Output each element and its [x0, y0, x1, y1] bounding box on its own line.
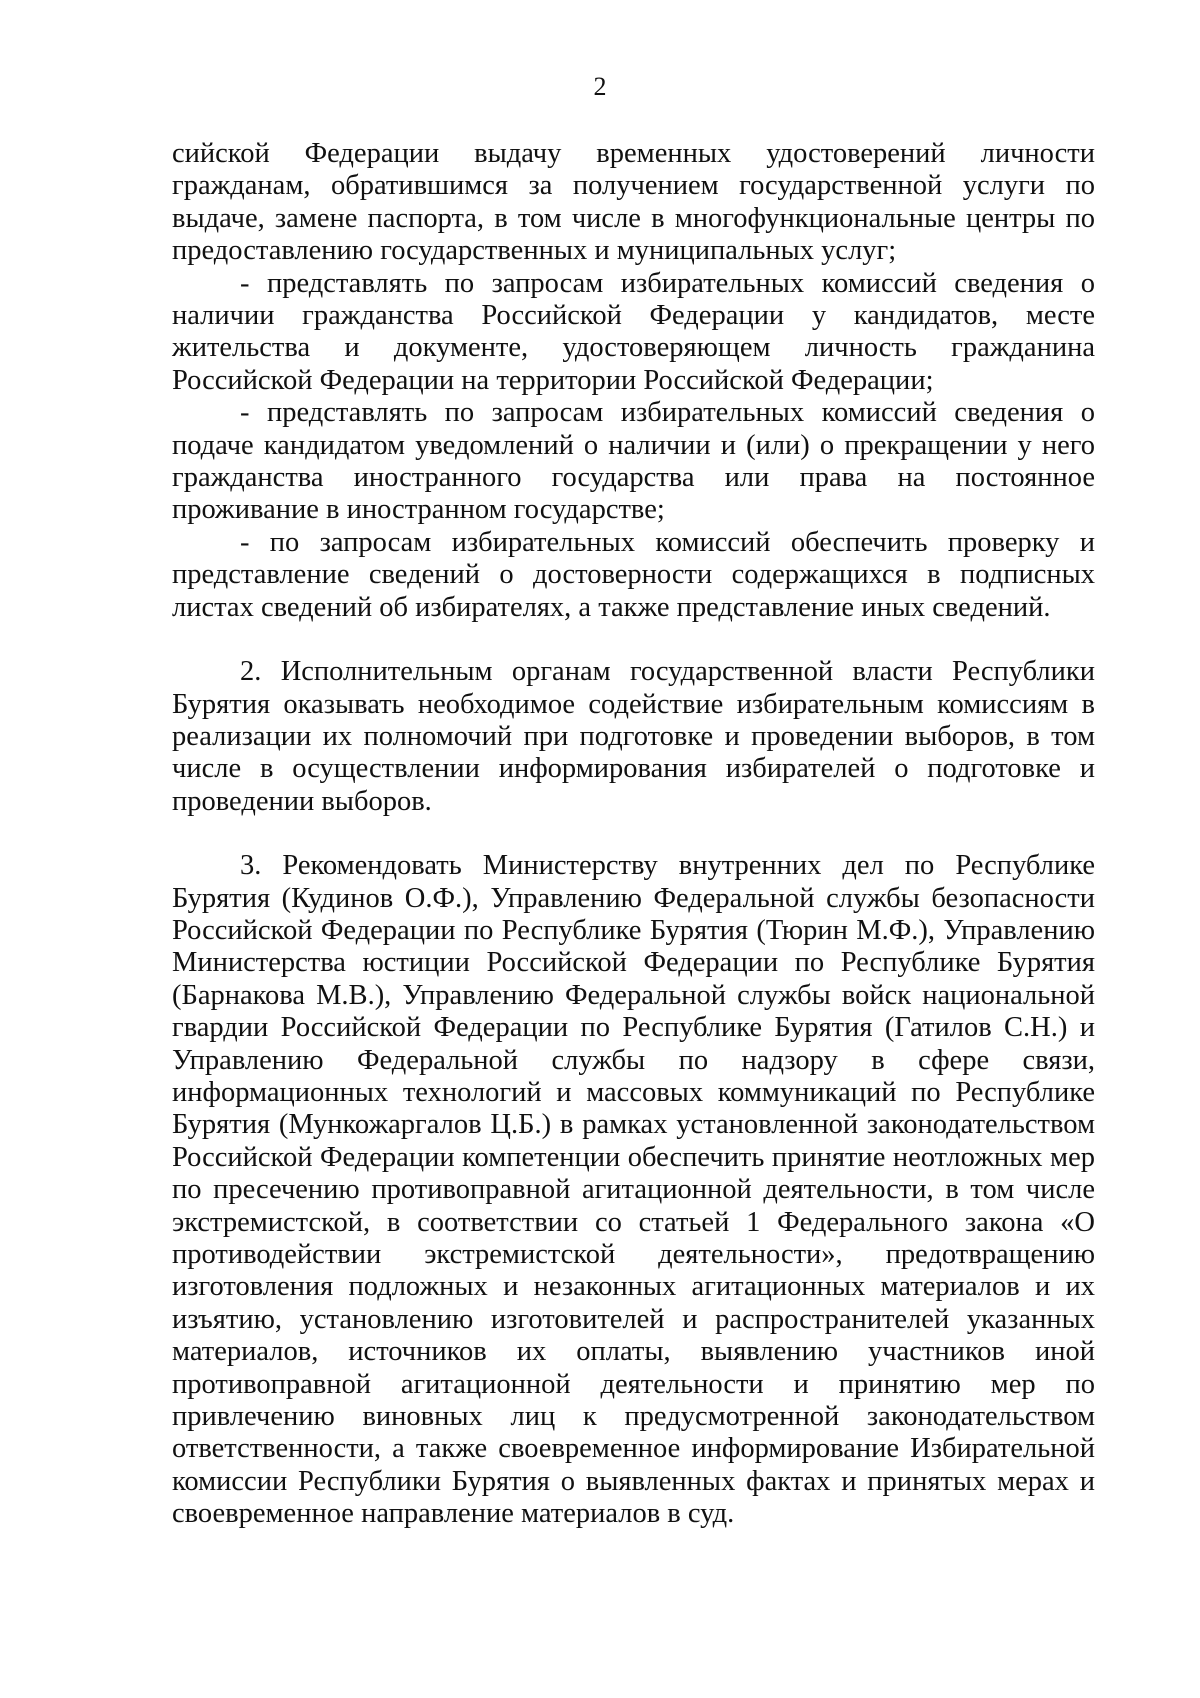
paragraph-citizenship-info: - представлять по запросам избирательных комиссий сведения о наличии гражданства Российской Федерации у кандидатов, месте жительства и документе, удостоверяющем личность гражданина Российской Федерации на территории Российской Федерации;	[172, 267, 1095, 396]
paragraph-foreign-citizenship: - представлять по запросам избирательных комиссий сведения о подаче кандидатом уведомлений о наличии и (или) о прекращении у него гражданства иностранного государства или права на постоянное проживание в иностранном государстве;	[172, 397, 1095, 526]
paragraph-continuation: сийской Федерации выдачу временных удостоверений личности гражданам, обратившимся за получением государственной услуги по выдаче, замене паспорта, в том числе в многофункциональные центры по предоставлению государственных и муниципальных услуг;	[172, 138, 1095, 267]
document-body	[172, 138, 1095, 1531]
page-number: 2	[593, 72, 607, 101]
paragraph-item-3: 3. Рекомендовать Министерству внутренних дел по Республике Бурятия (Кудинов О.Ф.), Управлению Федеральной службы безопасности Российской Федерации по Республике Бурятия (Тюрин М.Ф.), Управлению Министерства юстиции Российской Федерации по Республике Бурятия (Барнакова М.В.), Управлению Федеральной службы войск национальной гвардии Российской Федерации по Республике Бурятия (Гатилов С.Н.) и Управлению Федеральной службы по надзору в сфере связи, информационных технологий и массовых коммуникаций по Республике Бурятия (Мункожаргалов Ц.Б.) в рамках установленной законодательством Российской Федерации компетенции обеспечить принятие неотложных мер по пресечению противоправной агитационной деятельности, в том числе экстремистской, в соответствии со статьей 1 Федерального закона «О противодействии экстремистской деятельности», предотвращению изготовления подложных и незаконных агитационных материалов и их изъятию, установлению изготовителей и распространителей указанных материалов, источников их оплаты, выявлению участников иной противоправной агитационной деятельности и принятию мер по привлечению виновных лиц к предусмотренной законодательством ответственности, а также своевременное информирование Избирательной комиссии Республики Бурятия о выявленных фактах и принятых мерах и своевременное направление материалов в суд.	[172, 850, 1095, 1530]
paragraph-item-2: 2. Исполнительным органам государственной власти Республики Бурятия оказывать необходимое содействие избирательным комиссиям в реализации их полномочий при подготовке и проведении выборов, в том числе в осуществлении информирования избирателей о подготовке и проведении выборов.	[172, 656, 1095, 817]
paragraph-signature-verification: - по запросам избирательных комиссий обеспечить проверку и представление сведений о достоверности содержащихся в подписных листах сведений об избирателях, а также представление иных сведений.	[172, 526, 1095, 623]
